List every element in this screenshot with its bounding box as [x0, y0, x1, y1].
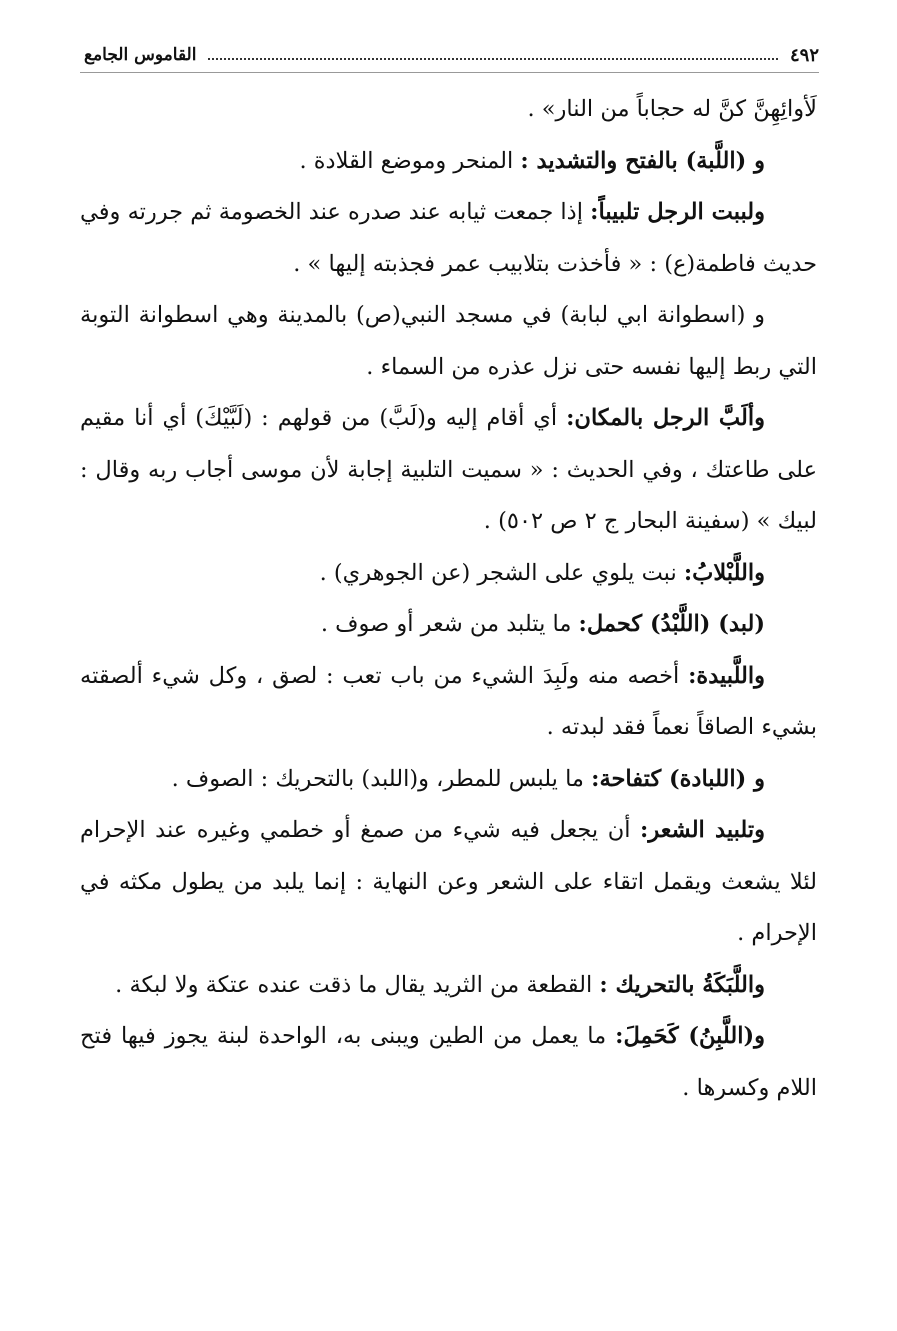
entry-paragraph — [80, 393, 817, 548]
page-header — [84, 38, 819, 72]
entry-headword: و (اللبادة) كتفاحة: — [591, 765, 765, 792]
entry-paragraph — [80, 960, 817, 1012]
entry-headword: (لبد) (اللَّبْدُ) كحمل: — [578, 611, 765, 637]
entry-text: لَأوائِهِنَّ كنَّ له حجاباً من النار» . — [527, 96, 817, 122]
entry-text: القطعة من الثريد يقال ما ذقت عنده عتكة ولا لبكة . — [115, 971, 600, 998]
entry-paragraph — [80, 599, 817, 651]
entry-paragraph — [80, 1011, 817, 1114]
entry-headword: و(اللَّبِنُ) كَحَمِلَ: — [615, 1023, 765, 1049]
entry-headword: و (اللَّبة) بالفتح والتشديد : — [520, 147, 765, 174]
entry-headword: واللَّبَكَةُ بالتحريك : — [599, 971, 765, 998]
entry-text: أي أقام إليه و(لَبَّ) من قولهم : (لَبَّيْكَ) أي أنا مقيم على طاعتك ، وفي الحديث : « سميت التلبية إجابة لأن موسى أجاب ربه وقال : لبيك » (سفينة البحار ج ٢ ص ٥٠٢) . — [80, 405, 817, 534]
entry-paragraph — [80, 290, 817, 393]
entry-text: نبت يلوي على الشجر (عن الجوهري) . — [319, 559, 684, 586]
entry-paragraph — [80, 805, 817, 960]
entry-paragraph — [80, 651, 817, 754]
entry-text: أن يجعل فيه شيء من صمغ أو خطمي وغيره عند الإحرام لئلا يشعث ويقمل اتقاء على الشعر وعن النهاية : إنما يلبد من يطول مكثه في الإحرام . — [80, 817, 817, 946]
entry-paragraph — [80, 548, 817, 600]
header-rule — [80, 72, 819, 73]
entry-text: أخصه منه ولَبِدَ الشيء من باب تعب : لصق ، وكل شيء ألصقته بشيء الصاقاً نعماً فقد لبدته . — [80, 662, 817, 740]
entry-text: ما يلبس للمطر، و(اللبد) بالتحريك : الصوف . — [171, 765, 592, 792]
entry-paragraph — [80, 187, 817, 290]
entry-paragraph — [80, 84, 817, 136]
entry-headword: واللَّبيدة: — [688, 662, 765, 689]
entry-headword: وتلبيد الشعر: — [640, 817, 765, 843]
book-title: القاموس الجامع — [84, 45, 197, 65]
entry-paragraph — [80, 136, 817, 188]
header-dot-leader — [208, 58, 778, 60]
entry-text: ما يتلبد من شعر أو صوف . — [320, 611, 579, 637]
entries-body — [80, 84, 817, 1114]
entry-headword: وألَبَّ الرجل بالمكان: — [566, 405, 765, 431]
entry-text: ما يعمل من الطين ويبنى به، الواحدة لبنة يجوز فيها فتح اللام وكسرها . — [80, 1023, 817, 1101]
entry-text: إذا جمعت ثيابه عند صدره عند الخصومة ثم جررته وفي حديث فاطمة(ع) : « فأخذت بتلابيب عمر فجذبته إليها » . — [80, 199, 817, 277]
entry-text: المنحر وموضع القلادة . — [299, 147, 521, 174]
entry-headword: واللَّبْلابُ: — [683, 559, 765, 586]
page-number: ٤٩٢ — [789, 44, 819, 66]
entry-text: و (اسطوانة ابي لبابة) في مسجد النبي(ص) بالمدينة وهي اسطوانة التوبة التي ربط إليها نفسه حتى نزل عذره من السماء . — [80, 302, 817, 380]
entry-paragraph — [80, 754, 817, 806]
entry-headword: ولببت الرجل تلبيباً: — [590, 199, 766, 225]
